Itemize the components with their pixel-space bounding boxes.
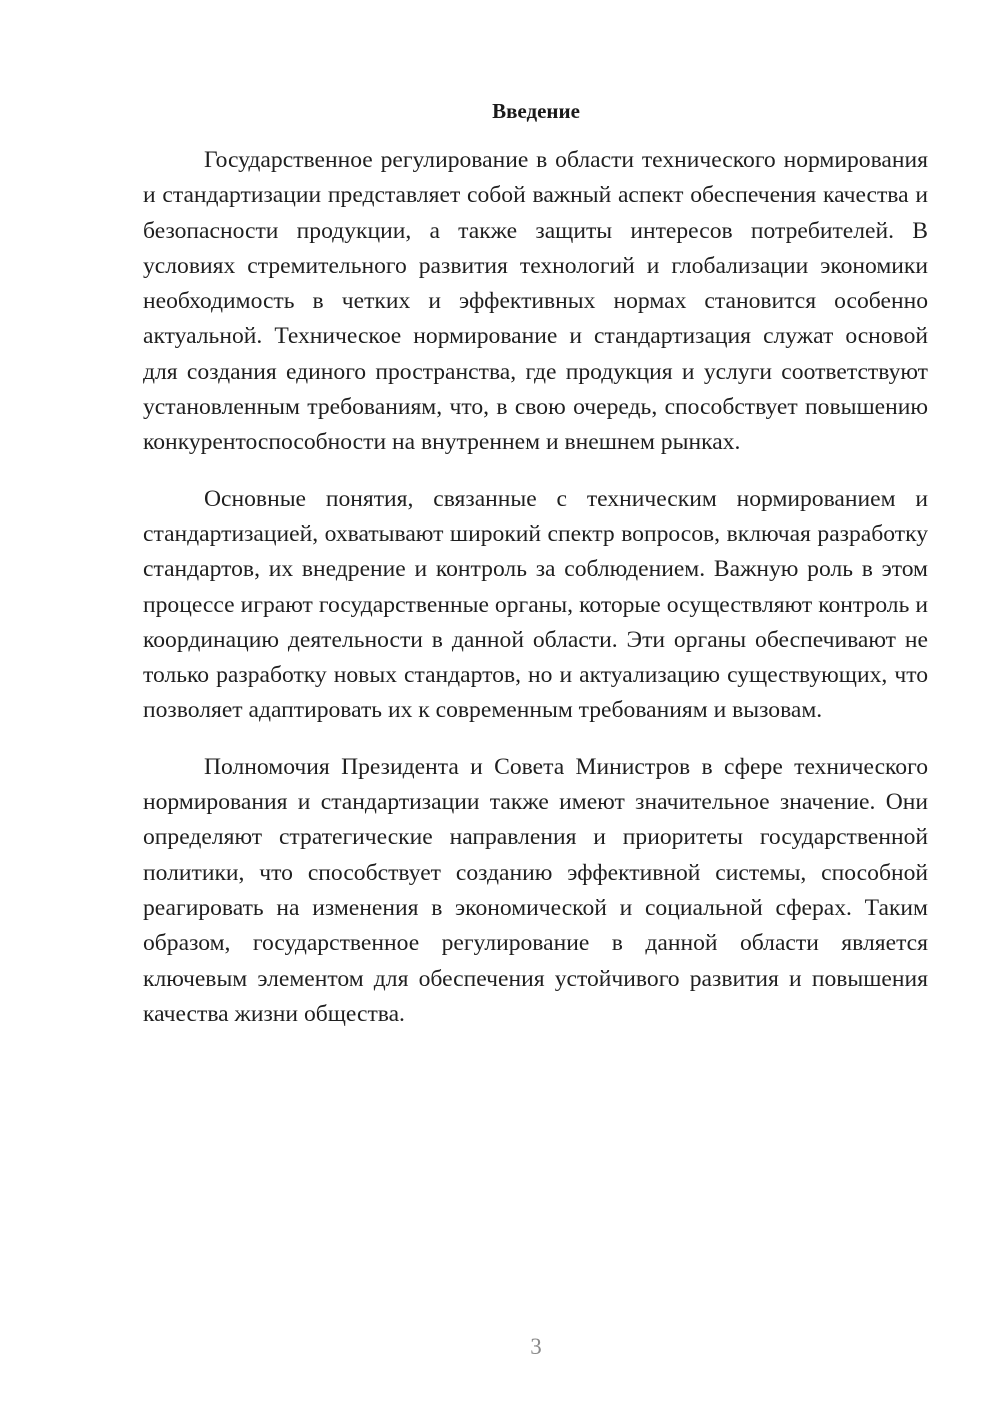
section-title: Введение	[492, 99, 580, 123]
paragraph-1: Государственное регулирование в области технического нормирования и стандартизации представляет собой важный аспект обеспечения качества и безопасности продукции, а также защиты интересов потребителей. В условиях стремительного развития технологий и глобализации экономики необходимость в четких и эффективных нормах становится особенно актуальной. Техническое нормирование и стандартизация служат основой для создания единого пространства, где продукция и услуги соответствуют установленным требованиям, что, в свою очередь, способствует повышению конкурентоспособности на внутреннем и внешнем рынках.	[143, 147, 928, 456]
page-number: 3	[530, 1334, 542, 1359]
body-text	[143, 143, 928, 1032]
paragraph-3: Полномочия Президента и Совета Министров в сфере технического нормирования и стандартизации также имеют значительное значение. Они определяют стратегические направления и приоритеты государственной политики, что способствует созданию эффективной системы, способной реагировать на изменения в экономической и социальной сферах. Таким образом, государственное регулирование в данной области является ключевым элементом для обеспечения устойчивого развития и повышения качества жизни общества.	[143, 753, 928, 1027]
paragraph-2: Основные понятия, связанные с техническим нормированием и стандартизацией, охватывают широкий спектр вопросов, включая разработку стандартов, их внедрение и контроль за соблюдением. Важную роль в этом процессе играют государственные органы, которые осуществляют контроль и координацию деятельности в данной области. Эти органы обеспечивают не только разработку новых стандартов, но и актуализацию существующих, что позволяет адаптировать их к современным требованиям и вызовам.	[143, 485, 928, 724]
